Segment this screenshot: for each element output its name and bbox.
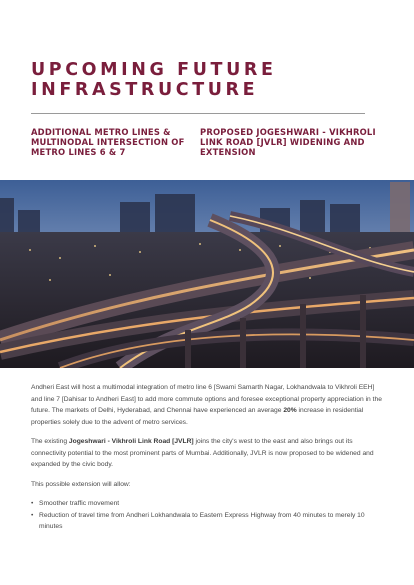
paragraph-jvlr <box>31 436 386 471</box>
divider <box>31 113 365 114</box>
subheading-jvlr: PROPOSED JOGESHWARI - VIKHROLI LINK ROAD [JVLR] WIDENING AND EXTENSION <box>200 127 376 157</box>
paragraph-extension: This possible extension will allow: <box>31 480 131 488</box>
highlight-jvlr: Jogeshwari - Vikhroli Link Road [JVLR] <box>68 438 194 445</box>
title-line-1: UPCOMING FUTURE <box>31 60 277 80</box>
paragraph-metro <box>31 382 386 428</box>
flyover-night-photo <box>0 180 414 368</box>
page-title <box>31 60 277 100</box>
subheading-metro-lines: ADDITIONAL METRO LINES & MULTINODAL INTERSECTION OF METRO LINES 6 & 7 <box>31 127 185 157</box>
paragraph-jvlr-text-a: The existing <box>31 438 69 445</box>
list-item: • Smoother traffic movement <box>31 498 386 510</box>
paragraph-metro-text-a: Andheri East will host a multimodal integration of metro line 6 [Swami Samarth Nagar, Lokhandwala to Vikhroli EEH] and line 7 [Dahisar to Andheri East] to add more commute options and foresee exceptional property appreciation in the future. The markets of Delhi, Hyderabad, and Chennai have experienced an average <box>31 384 382 414</box>
benefits-list <box>31 498 386 533</box>
paragraph-jvlr-text-b: joins the city's west to the east and also brings out its connectivity potential to the most prominent parts of Mumbai. Additionally, JVLR is now proposed to be widened and expanded by the civic body. <box>31 438 374 468</box>
paragraph-metro-text-b: increase in residential properties solely due to the advent of metro services. <box>31 407 364 426</box>
highlight-percentage: 20% <box>283 407 297 414</box>
title-line-2: INFRASTRUCTURE <box>31 80 259 100</box>
body-text <box>31 382 386 533</box>
list-item: • Reduction of travel time from Andheri Lokhandwala to Eastern Express Highway from 40 minutes to merely 10 minutes <box>31 510 386 533</box>
